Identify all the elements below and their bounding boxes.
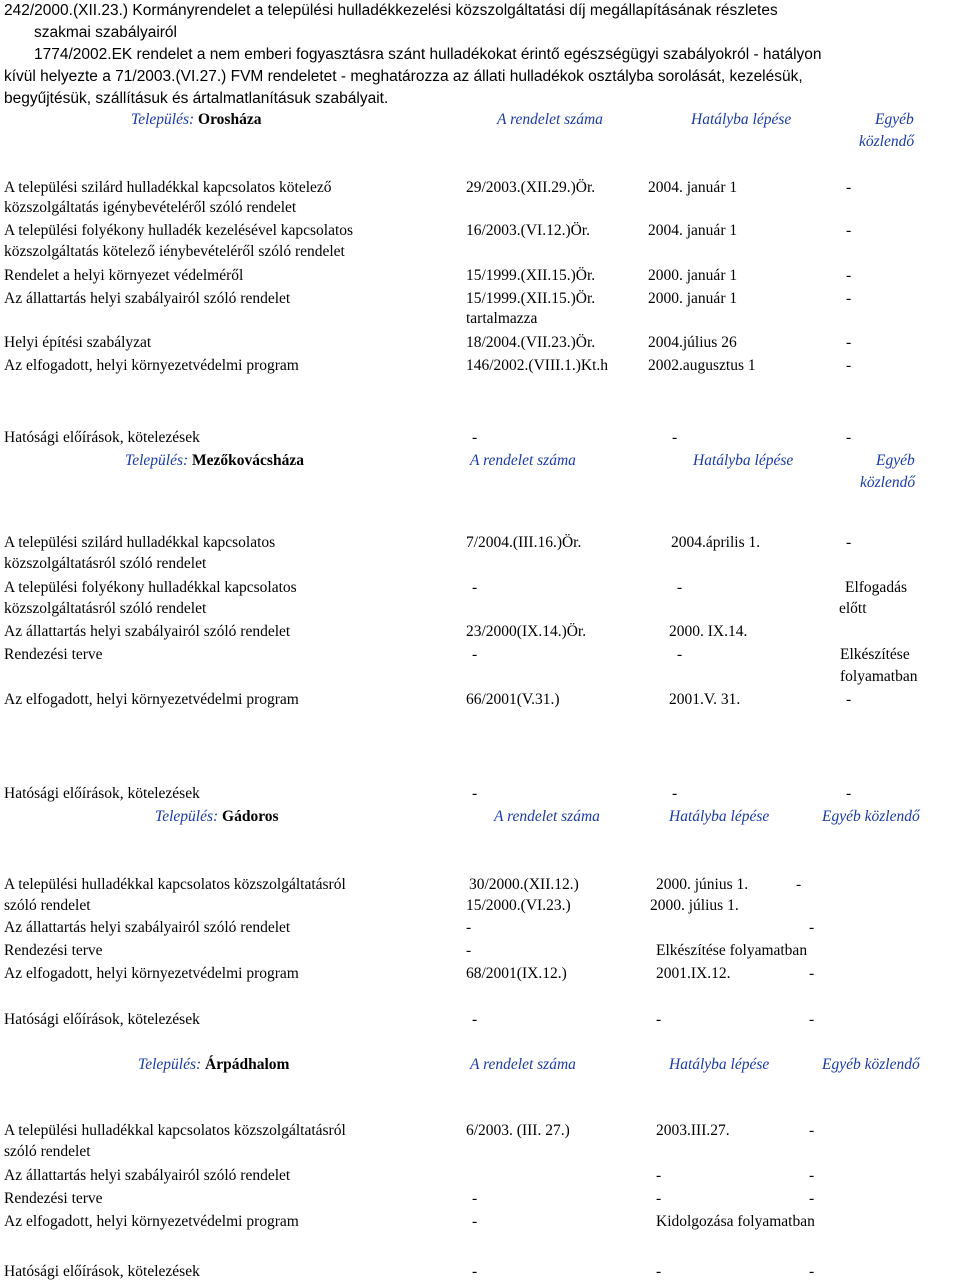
settlement-heading bbox=[138, 1055, 289, 1075]
other-note: - bbox=[846, 691, 852, 708]
intro-line: szakmai szabályairól bbox=[34, 24, 177, 41]
settlement-name: Mezőkovácsháza bbox=[192, 452, 304, 469]
effective-date: 2004.július 26 bbox=[648, 334, 737, 351]
regulation-number: 6/2003. (III. 27.) bbox=[466, 1122, 570, 1139]
settlement-name: Gádoros bbox=[222, 808, 279, 825]
other-note: - bbox=[809, 1167, 815, 1184]
effective-date: 2000. IX.14. bbox=[669, 623, 748, 640]
other-note: - bbox=[809, 1011, 815, 1028]
settlement-label: Település: bbox=[125, 452, 189, 469]
regulation-number: 29/2003.(XII.29.)Ör. bbox=[466, 179, 596, 196]
regulation-number: - bbox=[472, 1263, 478, 1280]
regulation-number: 66/2001(V.31.) bbox=[466, 691, 560, 708]
settlement-label: Település: bbox=[138, 1056, 202, 1073]
regulation-number: 15/1999.(XII.15.)Ör. bbox=[466, 290, 596, 307]
other-note: - bbox=[846, 290, 852, 307]
regulation-number: - bbox=[472, 785, 478, 802]
settlement-label: Település: bbox=[131, 111, 195, 128]
column-header-number: A rendelet száma bbox=[494, 808, 600, 825]
effective-date: - bbox=[656, 1190, 662, 1207]
effective-date: - bbox=[672, 785, 678, 802]
regulation-number: 68/2001(IX.12.) bbox=[466, 965, 567, 982]
settlement-name: Árpádhalom bbox=[205, 1056, 290, 1073]
regulation-number: 18/2004.(VII.23.)Ör. bbox=[466, 334, 596, 351]
settlement-heading bbox=[155, 807, 279, 827]
other-note: - bbox=[809, 1122, 815, 1139]
effective-date: 2004. január 1 bbox=[648, 179, 738, 196]
regulation-name: szóló rendelet bbox=[4, 1143, 91, 1160]
regulation-name: A települési szilárd hulladékkal kapcsolatos bbox=[4, 534, 276, 551]
column-header-other: közlendő bbox=[860, 474, 916, 491]
regulation-name: közszolgáltatásról szóló rendelet bbox=[4, 600, 207, 617]
other-note: - bbox=[846, 357, 852, 374]
regulation-number: - bbox=[472, 1213, 478, 1230]
regulation-number: - bbox=[472, 429, 478, 446]
intro-line: kívül helyezte a 71/2003.(VI.27.) FVM rendeletet - meghatározza az állati hulladékok osztályba sorolását, kezelésük, bbox=[4, 68, 803, 85]
regulation-name: Az állattartás helyi szabályairól szóló rendelet bbox=[4, 1167, 291, 1184]
effective-date: 2000. július 1. bbox=[650, 897, 739, 914]
regulation-number: 7/2004.(III.16.)Ör. bbox=[466, 534, 582, 551]
effective-date: - bbox=[656, 1167, 662, 1184]
column-header-other: Egyéb közlendő bbox=[822, 808, 920, 825]
settlement-label: Település: bbox=[155, 808, 219, 825]
other-note: - bbox=[809, 1190, 815, 1207]
regulation-name: Rendezési terve bbox=[4, 942, 103, 959]
authority-requirements-label: Hatósági előírások, kötelezések bbox=[4, 429, 200, 446]
other-note: - bbox=[846, 785, 852, 802]
other-note: - bbox=[796, 876, 802, 893]
regulation-name: Rendelet a helyi környezet védelméről bbox=[4, 267, 244, 284]
authority-requirements-label: Hatósági előírások, kötelezések bbox=[4, 1011, 200, 1028]
regulation-name: közszolgáltatás igénybevételéről szóló rendelet bbox=[4, 199, 297, 216]
regulation-name: Rendezési terve bbox=[4, 1190, 103, 1207]
effective-date: 2001.IX.12. bbox=[656, 965, 731, 982]
regulation-name: Az állattartás helyi szabályairól szóló rendelet bbox=[4, 290, 291, 307]
other-note: - bbox=[846, 534, 852, 551]
regulation-name: Az állattartás helyi szabályairól szóló rendelet bbox=[4, 919, 291, 936]
regulation-name: Az elfogadott, helyi környezetvédelmi program bbox=[4, 1213, 299, 1230]
intro-line: 242/2000.(XII.23.) Kormányrendelet a települési hulladékkezelési közszolgáltatási díj megállapításának részletes bbox=[4, 2, 778, 19]
regulation-name: Az elfogadott, helyi környezetvédelmi program bbox=[4, 357, 299, 374]
other-note: - bbox=[846, 222, 852, 239]
effective-date: Elkészítése folyamatban bbox=[656, 942, 808, 959]
other-note: - bbox=[846, 429, 852, 446]
column-header-other: közlendő bbox=[859, 133, 915, 150]
intro-paragraph bbox=[4, 0, 956, 110]
regulation-name: szóló rendelet bbox=[4, 897, 91, 914]
effective-date: 2003.III.27. bbox=[656, 1122, 730, 1139]
column-header-effective: Hatályba lépése bbox=[693, 452, 794, 469]
effective-date: - bbox=[656, 1011, 662, 1028]
regulation-number: 23/2000(IX.14.)Ör. bbox=[466, 623, 587, 640]
other-note: - bbox=[846, 267, 852, 284]
regulation-name: A települési hulladékkal kapcsolatos közszolgáltatásról bbox=[4, 1122, 346, 1139]
regulation-number: 30/2000.(XII.12.) bbox=[469, 876, 579, 893]
regulation-number: 146/2002.(VIII.1.)Kt.h bbox=[466, 357, 609, 374]
effective-date: 2004.április 1. bbox=[671, 534, 761, 551]
regulation-name: Az állattartás helyi szabályairól szóló rendelet bbox=[4, 623, 291, 640]
effective-date: 2000. június 1. bbox=[656, 876, 749, 893]
effective-date: - bbox=[809, 919, 815, 936]
column-header-effective: Hatályba lépése bbox=[669, 808, 770, 825]
column-header-number: A rendelet száma bbox=[470, 452, 576, 469]
column-header-other: Egyéb bbox=[875, 111, 914, 128]
settlement-name: Orosháza bbox=[198, 111, 262, 128]
effective-date: 2000. január 1 bbox=[648, 290, 738, 307]
column-header-effective: Hatályba lépése bbox=[691, 111, 792, 128]
effective-date: 2004. január 1 bbox=[648, 222, 738, 239]
effective-date: 2001.V. 31. bbox=[669, 691, 741, 708]
other-note: - bbox=[809, 965, 815, 982]
other-note: - bbox=[846, 334, 852, 351]
authority-requirements-label: Hatósági előírások, kötelezések bbox=[4, 1263, 200, 1280]
intro-line: begyűjtésük, szállításuk és ártalmatlanításuk szabályait. bbox=[4, 90, 389, 107]
column-header-number: A rendelet száma bbox=[497, 111, 603, 128]
regulation-name: Rendezési terve bbox=[4, 646, 103, 663]
regulation-name: A települési szilárd hulladékkal kapcsolatos kötelező bbox=[4, 179, 332, 196]
effective-date: 2000. január 1 bbox=[648, 267, 738, 284]
effective-date: - bbox=[656, 1263, 662, 1280]
settlement-heading bbox=[125, 451, 304, 471]
column-header-other: Egyéb közlendő bbox=[822, 1056, 920, 1073]
effective-date: - bbox=[672, 429, 678, 446]
effective-date: 2002.augusztus 1 bbox=[648, 357, 756, 374]
other-note: - bbox=[846, 179, 852, 196]
regulation-number: - bbox=[472, 579, 478, 596]
regulation-number: 16/2003.(VI.12.)Ör. bbox=[466, 222, 590, 239]
regulation-number: tartalmazza bbox=[466, 310, 538, 327]
regulation-name: A települési folyékony hulladék kezelésével kapcsolatos bbox=[4, 222, 354, 239]
column-header-number: A rendelet száma bbox=[470, 1056, 576, 1073]
regulation-number: - bbox=[466, 919, 472, 936]
regulation-number: - bbox=[466, 942, 472, 959]
regulation-number: - bbox=[472, 1190, 478, 1207]
regulation-name: Helyi építési szabályzat bbox=[4, 334, 152, 351]
effective-date: Kidolgozása folyamatban bbox=[656, 1213, 815, 1230]
other-note: Elkészítése bbox=[840, 646, 910, 663]
other-note: előtt bbox=[839, 600, 867, 617]
intro-line: 1774/2002.EK rendelet a nem emberi fogyasztásra szánt hulladékokat érintő egészségügyi szabályokról - hatályon bbox=[34, 46, 822, 63]
authority-requirements-label: Hatósági előírások, kötelezések bbox=[4, 785, 200, 802]
other-note: folyamatban bbox=[840, 668, 918, 685]
column-header-effective: Hatályba lépése bbox=[669, 1056, 770, 1073]
regulation-name: Az elfogadott, helyi környezetvédelmi program bbox=[4, 965, 299, 982]
regulation-number: 15/1999.(XII.15.)Ör. bbox=[466, 267, 596, 284]
regulation-number: - bbox=[472, 1011, 478, 1028]
effective-date: - bbox=[677, 579, 683, 596]
other-note: Elfogadás bbox=[845, 579, 907, 596]
regulation-name: közszolgáltatásról szóló rendelet bbox=[4, 555, 207, 572]
regulation-number: 15/2000.(VI.23.) bbox=[466, 897, 571, 914]
other-note: - bbox=[809, 1263, 815, 1280]
regulation-name: Az elfogadott, helyi környezetvédelmi program bbox=[4, 691, 299, 708]
settlement-heading bbox=[131, 110, 261, 130]
regulation-name: közszolgáltatás kötelező iénybevételéről szóló rendelet bbox=[4, 243, 345, 260]
regulation-name: A települési folyékony hulladékkal kapcsolatos bbox=[4, 579, 297, 596]
regulation-number: - bbox=[472, 646, 478, 663]
regulation-name: A települési hulladékkal kapcsolatos közszolgáltatásról bbox=[4, 876, 346, 893]
column-header-other: Egyéb bbox=[876, 452, 915, 469]
effective-date: - bbox=[677, 646, 683, 663]
